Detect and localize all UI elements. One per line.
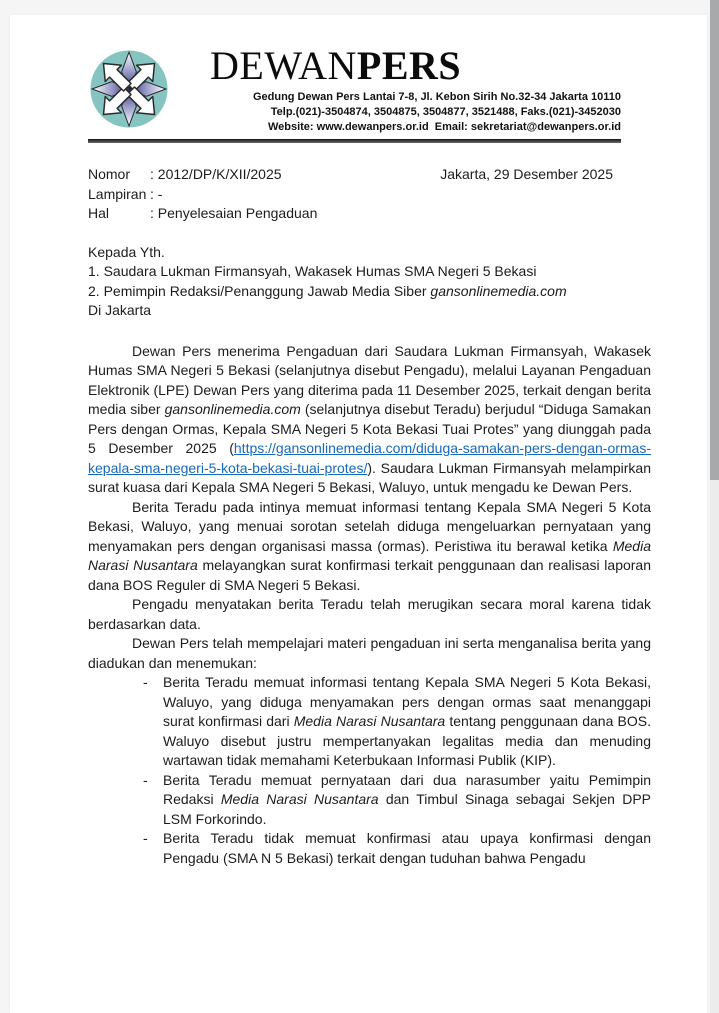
recipient-line: 2. Pemimpin Redaksi/Penanggung Jawab Media Siber gansonlinemedia.com bbox=[88, 282, 567, 299]
address-line: Gedung Dewan Pers Lantai 7-8, Jl. Kebon Sirih No.32-34 Jakarta 10110 bbox=[252, 91, 621, 103]
body-paragraph: Berita Teradu pada intinya memuat informasi tentang Kepala SMA Negeri 5 Kota Bekasi, Waluyo, yang menuai sorotan setelah diduga mengeluarkan pernyataan yang menyamakan pers dengan organisasi massa (ormas). Peristiwa itu berawal ketika Media Narasi Nusantara melayangkan surat konfirmasi terkait penggunaan dan realisasi laporan dana BOS Reguler di SMA Negeri 5 Bekasi. bbox=[88, 498, 652, 593]
bullet-marker: - bbox=[143, 771, 148, 788]
meta-label: Lampiran bbox=[88, 185, 147, 202]
finding-text: Berita Teradu memuat informasi tentang Kepala SMA Negeri 5 Kota Bekasi, Waluyo, yang diduga menyamakan pers dengan ormas saat menanggapi surat konfirmasi dari Media Narasi Nusantara tentang penggunaan dana BOS. Waluyo disebut justru mempertanyakan legalitas media dan menuding wartawan tidak memahami Keterbukaan Informasi Publik (KIP). bbox=[163, 674, 651, 768]
recipient-block bbox=[88, 243, 651, 321]
dewan-pers-logo bbox=[88, 48, 170, 130]
org-name-bold: PERS bbox=[356, 43, 462, 88]
address-line: Website: www.dewanpers.or.id Email: sekretariat@dewanpers.or.id bbox=[267, 121, 621, 133]
finding-item bbox=[143, 829, 651, 868]
meta-value: : Penyelesaian Pengaduan bbox=[150, 205, 318, 221]
body-paragraph: Pengadu menyatakan berita Teradu telah merugikan secara moral karena tidak berdasarkan data. bbox=[88, 596, 651, 632]
recipient-line: 1. Saudara Lukman Firmansyah, Wakasek Humas SMA Negeri 5 Bekasi bbox=[88, 263, 537, 279]
findings-list bbox=[88, 673, 651, 868]
meta-row-lampiran bbox=[88, 185, 651, 205]
dewan-pers-logo-icon bbox=[88, 48, 170, 130]
body-paragraph: Dewan Pers telah mempelajari materi pengaduan ini serta menganalisa berita yang diadukan dan menemukan: bbox=[88, 635, 651, 671]
org-name-regular: DEWAN bbox=[210, 43, 357, 88]
org-name bbox=[210, 45, 621, 87]
meta-row-hal bbox=[88, 204, 651, 224]
letterhead-right bbox=[170, 45, 621, 135]
finding-text: Berita Teradu tidak memuat konfirmasi atau upaya konfirmasi dengan Pengadu (SMA N 5 Bekasi) terkait dengan tuduhan bahwa Pengadu bbox=[163, 830, 651, 866]
meta-value: : 2012/DP/K/XII/2025 bbox=[150, 166, 282, 182]
body-paragraph: Dewan Pers menerima Pengaduan dari Saudara Lukman Firmansyah, Wakasek Humas SMA Negeri 5 Bekasi (selanjutnya disebut Pengadu), melalui Layanan Pengaduan Elektronik (LPE) Dewan Pers yang diterima pada 11 Desember 2025, terkait dengan berita media siber gansonlinemedia.com (selanjutnya disebut Teradu) berjudul “Diduga Samakan Pers dengan Ormas, Kepala SMA Negeri 5 Kota Bekasi Tuai Protes” yang diunggah pada 5 Desember 2025 (https://gansonlinemedia.com/diduga-samakan-pers-dengan-ormas-kepala-sma-negeri-5-kota-bekasi-tuai-protes/). Saudara Lukman Firmansyah melampirkan surat kuasa dari Kepala SMA Negeri 5 Bekasi, Waluyo, untuk mengadu ke Dewan Pers. bbox=[88, 342, 651, 495]
bullet-marker: - bbox=[143, 830, 148, 846]
bullet-marker: - bbox=[143, 674, 148, 690]
scrollbar[interactable] bbox=[710, 0, 719, 1013]
letterhead-rule bbox=[88, 139, 621, 143]
recipient-salutation: Kepada Yth. bbox=[88, 243, 165, 260]
letterhead-address bbox=[210, 90, 621, 135]
letter-content bbox=[10, 15, 707, 868]
meta-block bbox=[88, 165, 651, 224]
finding-text: Berita Teradu memuat pernyataan dari dua narasumber yaitu Pemimpin Redaksi Media Narasi Nusantara dan Timbul Sinaga sebagai Sekjen DPP LSM Forkorindo. bbox=[163, 771, 651, 827]
finding-item bbox=[143, 771, 651, 830]
finding-item bbox=[143, 673, 651, 771]
letterhead bbox=[88, 45, 651, 135]
letter-body bbox=[88, 342, 651, 869]
letter-page bbox=[10, 15, 707, 1013]
meta-value: : - bbox=[150, 185, 163, 202]
recipient-line: Di Jakarta bbox=[88, 302, 152, 318]
meta-row-nomor bbox=[88, 165, 651, 185]
scrollbar-thumb[interactable] bbox=[710, 0, 719, 480]
address-line: Telp.(021)-3504874, 3504875, 3504877, 3521488, Faks.(021)-3452030 bbox=[270, 106, 621, 118]
meta-label: Nomor bbox=[88, 166, 131, 182]
meta-label: Hal bbox=[88, 205, 110, 221]
complaint-url-link[interactable]: https://gansonlinemedia.com/diduga-samakan-pers-dengan-ormas-kepala-sma-negeri-5-kota-bekasi-tuai-protes/ bbox=[88, 440, 651, 476]
dateline: Jakarta, 29 Desember 2025 bbox=[440, 166, 613, 182]
